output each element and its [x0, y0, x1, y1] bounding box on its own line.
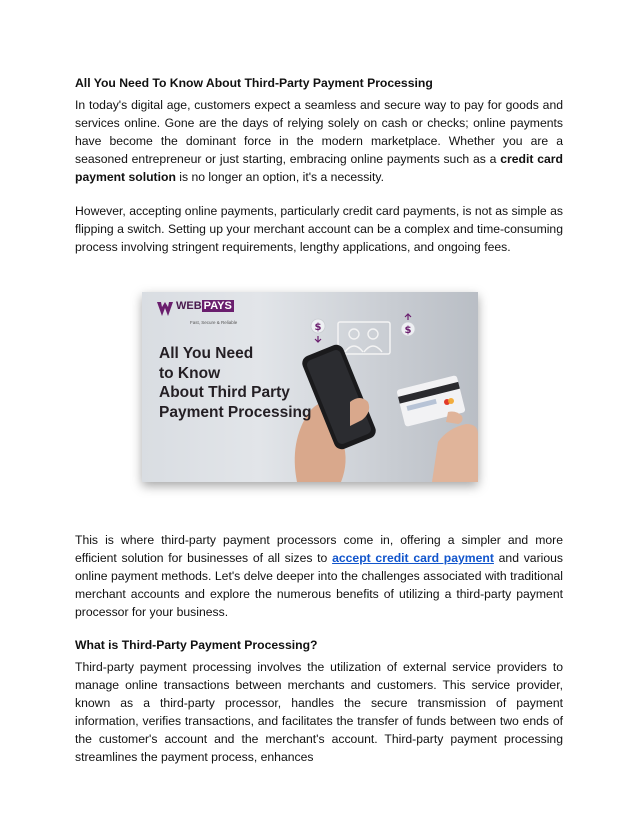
- hero-image-container: [75, 282, 563, 507]
- hero-image: [142, 292, 478, 482]
- definition-paragraph: Third-party payment processing involves the utilization of external service providers to manage online transactions between merchants and customers. This service provider, known as a third-party processor, handles the secure transmission of payment information, verifies transactions, and facilitates the transfer of funds between two ends of the customer's account and the merchant's account. Third-party payment processing streamlines the payment process, enhances: [75, 660, 563, 764]
- section-heading: All You Need To Know About Third-Party Payment Processing: [75, 76, 433, 90]
- intro-text-end: is no longer an option, it's a necessity.: [175, 170, 384, 184]
- logo-web: WEB: [176, 300, 202, 312]
- logo-wordmark: [176, 300, 234, 312]
- dollar-icon-left: [311, 319, 325, 342]
- hero-title: [159, 344, 359, 422]
- credit-card: [396, 375, 478, 482]
- hero-title-line: All You Need: [159, 345, 254, 362]
- merchant-account-paragraph: However, accepting online payments, particularly credit card payments, is not as simple as flipping a switch. Setting up your merchant account can be a complex and time-consuming process involving stringent requirements, lengthy applications, and ongoing fees.: [75, 204, 563, 254]
- logo-mark-icon: [156, 300, 174, 318]
- intro-paragraph: [75, 96, 563, 186]
- svg-text:$: $: [314, 322, 322, 333]
- brand-logo: [156, 300, 238, 325]
- hero-title-line: Payment Processing: [159, 403, 312, 421]
- intro-text-start: In today's digital age, customers expect a seamless and secure way to pay for goods and services online. Gone are the days of relying solely on cash or checks; online payments have become the dominant force in the modern marketplace. Whether you are a seasoned entrepreneur or just starting, embracing online payments such as a: [75, 98, 563, 166]
- document-content: [75, 75, 563, 766]
- svg-text:$: $: [404, 325, 412, 336]
- section-heading: What is Third-Party Payment Processing?: [75, 638, 318, 652]
- accept-credit-card-payment-link[interactable]: accept credit card payment: [332, 551, 494, 565]
- processors-text-end: and various online payment methods. Let's delve deeper into the challenges associated with traditional merchant accounts and explore the numerous benefits of utilizing a third-party payment processor for your business.: [75, 551, 563, 619]
- logo-tagline: Fast, Secure & Reliable: [190, 320, 238, 325]
- dollar-icon-right: [401, 314, 415, 336]
- spacer: [75, 186, 563, 202]
- logo-pays: PAYS: [203, 300, 232, 312]
- processors-text-start: This is where third-party payment processors come in, offering a simpler and more efficient solution for businesses of all sizes to: [75, 533, 563, 565]
- spacer: [75, 621, 563, 637]
- hero-title-line: About Third Party: [159, 384, 290, 401]
- processors-paragraph: [75, 531, 563, 621]
- hero-title-line: to Know: [159, 364, 221, 382]
- bold-phrase: credit card payment solution: [75, 152, 563, 184]
